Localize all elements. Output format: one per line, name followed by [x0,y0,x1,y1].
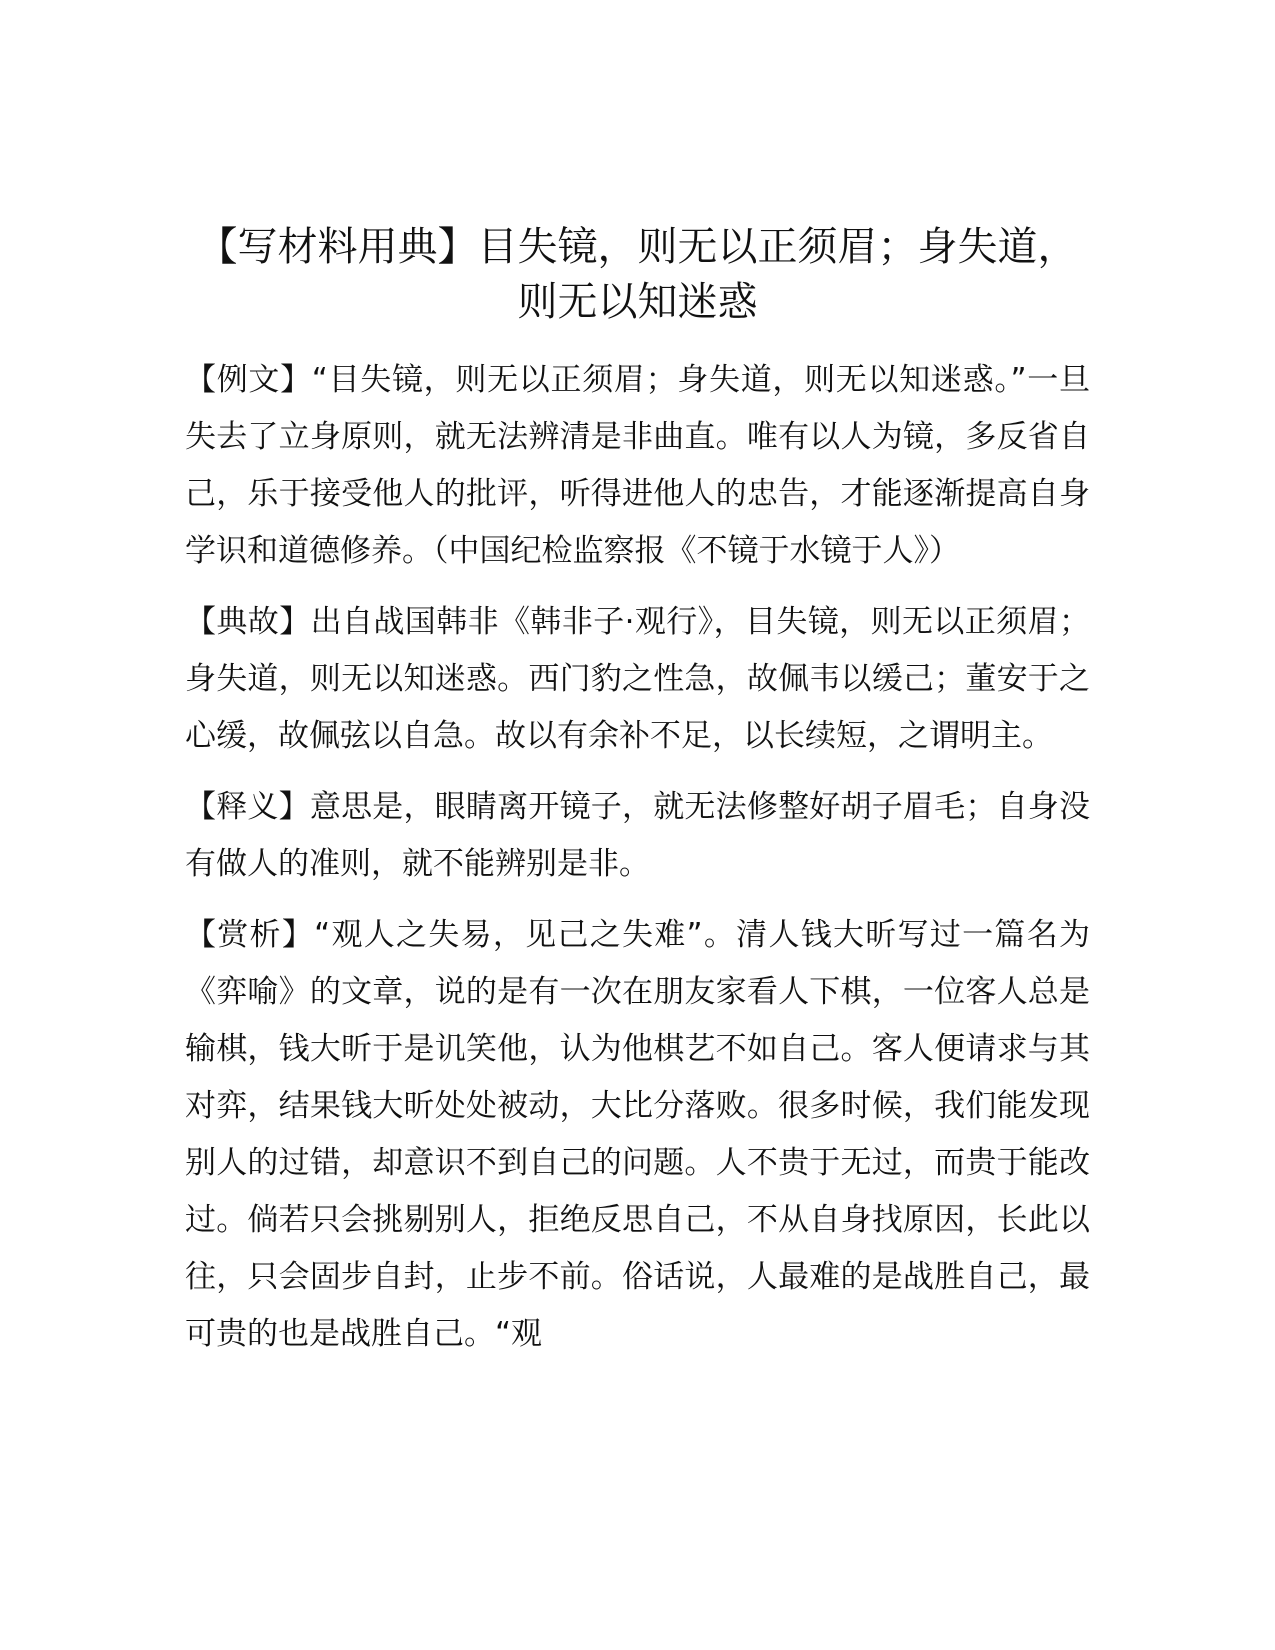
paragraph-appreciation: 【赏析】“观人之失易，见己之失难”。清人钱大昕写过一篇名为《弈喻》的文章，说的是有一次在朋友家看人下棋，一位客人总是输棋，钱大昕于是讥笑他，认为他棋艺不如自己。客人便请求与其对弈，结果钱大昕处处被动，大比分落败。很多时候，我们能发现别人的过错，却意识不到自己的问题。人不贵于无过，而贵于能改过。倘若只会挑剔别人，拒绝反思自己，不从自身找原因，长此以往，只会固步自封，止步不前。俗话说，人最难的是战胜自己，最可贵的也是战胜自己。“观 [185,917,1090,1352]
paragraph-meaning: 【释义】意思是，眼睛离开镜子，就无法修整好胡子眉毛；自身没有做人的准则，就不能辨别是非。 [185,789,1090,882]
paragraph-allusion: 【典故】出自战国韩非《韩非子·观行》，目失镜，则无以正须眉；身失道，则无以知迷惑。西门豹之性急，故佩韦以缓己；董安于之心缓，故佩弦以自急。故以有余补不足，以长续短，之谓明主。 [185,604,1090,754]
document-body [185,352,1090,1377]
paragraph-example: 【例文】“目失镜，则无以正须眉；身失道，则无以知迷惑。”一旦失去了立身原则，就无法辨清是非曲直。唯有以人为镜，多反省自己，乐于接受他人的批评，听得进他人的忠告，才能逐渐提高自身学识和道德修养。（中国纪检监察报《不镜于水镜于人》） [185,362,1090,569]
document-title: 【写材料用典】目失镜，则无以正须眉；身失道，则无以知迷惑 [197,224,1078,325]
